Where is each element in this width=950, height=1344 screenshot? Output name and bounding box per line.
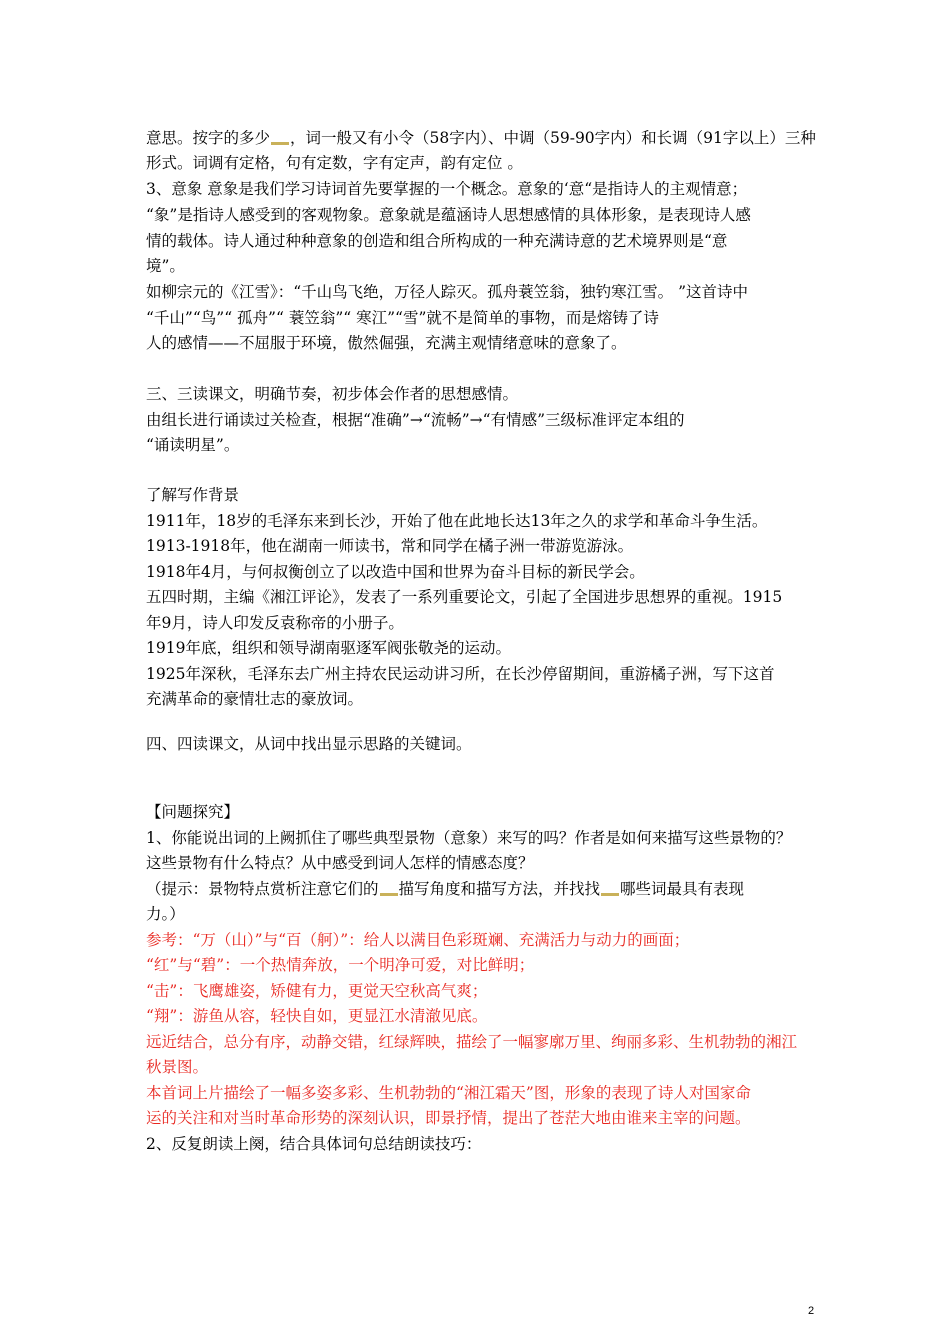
text-line — [146, 800, 826, 824]
text-line — [146, 979, 826, 1003]
text-line — [146, 928, 826, 952]
text-segment: 哪些词最具有表现 — [620, 880, 745, 898]
text-line — [146, 126, 826, 150]
text-segment: 充满革命的豪情壮志的豪放词。 — [146, 690, 364, 708]
text-line — [146, 151, 826, 175]
text-segment: ，词一般又有小令（58字内）、中调（59-90字内）和长调（91字以上）三种 — [290, 129, 816, 147]
text-segment: 1919年底，组织和领导湖南驱逐军阀张敬尧的运动。 — [146, 639, 511, 657]
text-line — [146, 826, 826, 850]
text-line — [146, 687, 826, 711]
text-line — [146, 1132, 826, 1156]
text-segment: 这些景物有什么特点？从中感受到词人怎样的情感态度？ — [146, 854, 534, 872]
text-line — [146, 560, 826, 584]
text-segment: 四、四读课文，从词中找出显示思路的关键词。 — [146, 735, 472, 753]
text-line — [146, 177, 826, 201]
text-segment: “击”：飞鹰雄姿，矫健有力，更觉天空秋高气爽； — [146, 982, 488, 1000]
text-segment: 1918年4月，与何叔衡创立了以改造中国和世界为奋斗目标的新民学会。 — [146, 563, 645, 581]
text-line — [146, 331, 826, 355]
text-segment: 如柳宗元的《江雪》：“千山鸟飞绝，万径人踪灭。孤舟蓑笠翁，独钓寒江雪。 ”这首诗中 — [146, 283, 749, 301]
text-segment: （提示：景物特点赏析注意它们的 — [146, 880, 379, 898]
text-segment: “诵读明星”。 — [146, 436, 240, 454]
text-segment: 秋景图。 — [146, 1058, 209, 1076]
text-segment: 意思。按字的多少 — [146, 129, 271, 147]
text-line — [146, 902, 826, 926]
text-segment: 由组长进行诵读过关检查，根据“准确”→“流畅”→“有情感”三级标准评定本组的 — [146, 411, 685, 429]
text-line — [146, 1081, 826, 1105]
text-segment: 1925年深秋，毛泽东去广州主持农民运动讲习所，在长沙停留期间，重游橘子洲，写下这首 — [146, 665, 775, 683]
text-segment: 运的关注和对当时革命形势的深刻认识，即景抒情，提出了苍茫大地由谁来主宰的问题。 — [146, 1109, 751, 1127]
text-line — [146, 254, 826, 278]
text-line — [146, 877, 826, 901]
text-segment: 参考：“万（山）”与“百（舸）”：给人以满目色彩斑斓、充满活力与动力的画面； — [146, 931, 690, 949]
text-segment: 形式。词调有定格，句有定数，字有定声，韵有定位 。 — [146, 154, 523, 172]
text-segment: “翔”：游鱼从容，轻快自如，更显江水清澈见底。 — [146, 1007, 488, 1025]
text-line — [146, 1004, 826, 1028]
text-line — [146, 851, 826, 875]
text-segment: 【问题探究】 — [146, 803, 240, 821]
text-segment: 1913-1918年，他在湖南一师读书，常和同学在橘子洲一带游览游泳。 — [146, 537, 634, 555]
text-line — [146, 229, 826, 253]
text-segment: 年9月，诗人印发反袁称帝的小册子。 — [146, 614, 404, 632]
text-line — [146, 1055, 826, 1079]
text-segment: 境”。 — [146, 257, 185, 275]
text-segment: 情的载体。诗人通过种种意象的创造和组合所构成的一种充满诗意的艺术境界则是“意 — [146, 232, 728, 250]
text-line — [146, 382, 826, 406]
text-segment: 1911年，18岁的毛泽东来到长沙，开始了他在此地长达13年之久的求学和革命斗争生活。 — [146, 512, 768, 530]
highlight-mark — [601, 879, 619, 896]
text-segment: 力。） — [146, 905, 185, 923]
text-line — [146, 534, 826, 558]
text-segment: 五四时期，主编《湘江评论》，发表了一系列重要论文，引起了全国进步思想界的重视。1915 — [146, 588, 783, 606]
page-number: 2 — [808, 1305, 815, 1317]
text-line — [146, 203, 826, 227]
text-line — [146, 1106, 826, 1130]
text-segment: “红”与“碧”：一个热情奔放，一个明净可爱，对比鲜明； — [146, 956, 535, 974]
text-segment: “象”是指诗人感受到的客观物象。意象就是蕴涵诗人思想感情的具体形象，是表现诗人感 — [146, 206, 751, 224]
text-segment: 本首词上片描绘了一幅多姿多彩、生机勃勃的“湘江霜天”图，形象的表现了诗人对国家命 — [146, 1084, 751, 1102]
text-line — [146, 509, 826, 533]
text-line — [146, 1030, 826, 1054]
text-segment: 2、反复朗读上阕，结合具体词句总结朗读技巧： — [146, 1135, 482, 1153]
text-line — [146, 585, 826, 609]
text-line — [146, 611, 826, 635]
text-line — [146, 408, 826, 432]
text-line — [146, 280, 826, 304]
text-line — [146, 662, 826, 686]
text-segment: “千山”“鸟”“ 孤舟”“ 蓑笠翁”“ 寒江”“雪”就不是简单的事物，而是熔铸了诗 — [146, 309, 659, 327]
highlight-mark — [271, 128, 289, 145]
text-segment: 远近结合，总分有序，动静交错，红绿辉映，描绘了一幅寥廓万里、绚丽多彩、生机勃勃的湘江 — [146, 1033, 798, 1051]
text-segment: 1、你能说出词的上阙抓住了哪些典型景物（意象）来写的吗？作者是如何来描写这些景物的？ — [146, 829, 792, 847]
text-segment: 3、意象 意象是我们学习诗词首先要掌握的一个概念。意象的‘意“是指诗人的主观情意； — [146, 180, 748, 198]
text-segment: 人的感情——不屈服于环境，傲然倔强，充满主观情绪意味的意象了。 — [146, 334, 627, 352]
text-segment: 描写角度和描写方法，并找找 — [398, 880, 601, 898]
text-line — [146, 732, 826, 756]
text-line — [146, 636, 826, 660]
text-line — [146, 306, 826, 330]
text-segment: 三、三读课文，明确节奏，初步体会作者的思想感情。 — [146, 385, 519, 403]
text-line — [146, 953, 826, 977]
highlight-mark — [380, 879, 398, 896]
text-line — [146, 433, 826, 457]
text-segment: 了解写作背景 — [146, 486, 240, 504]
text-line — [146, 483, 826, 507]
